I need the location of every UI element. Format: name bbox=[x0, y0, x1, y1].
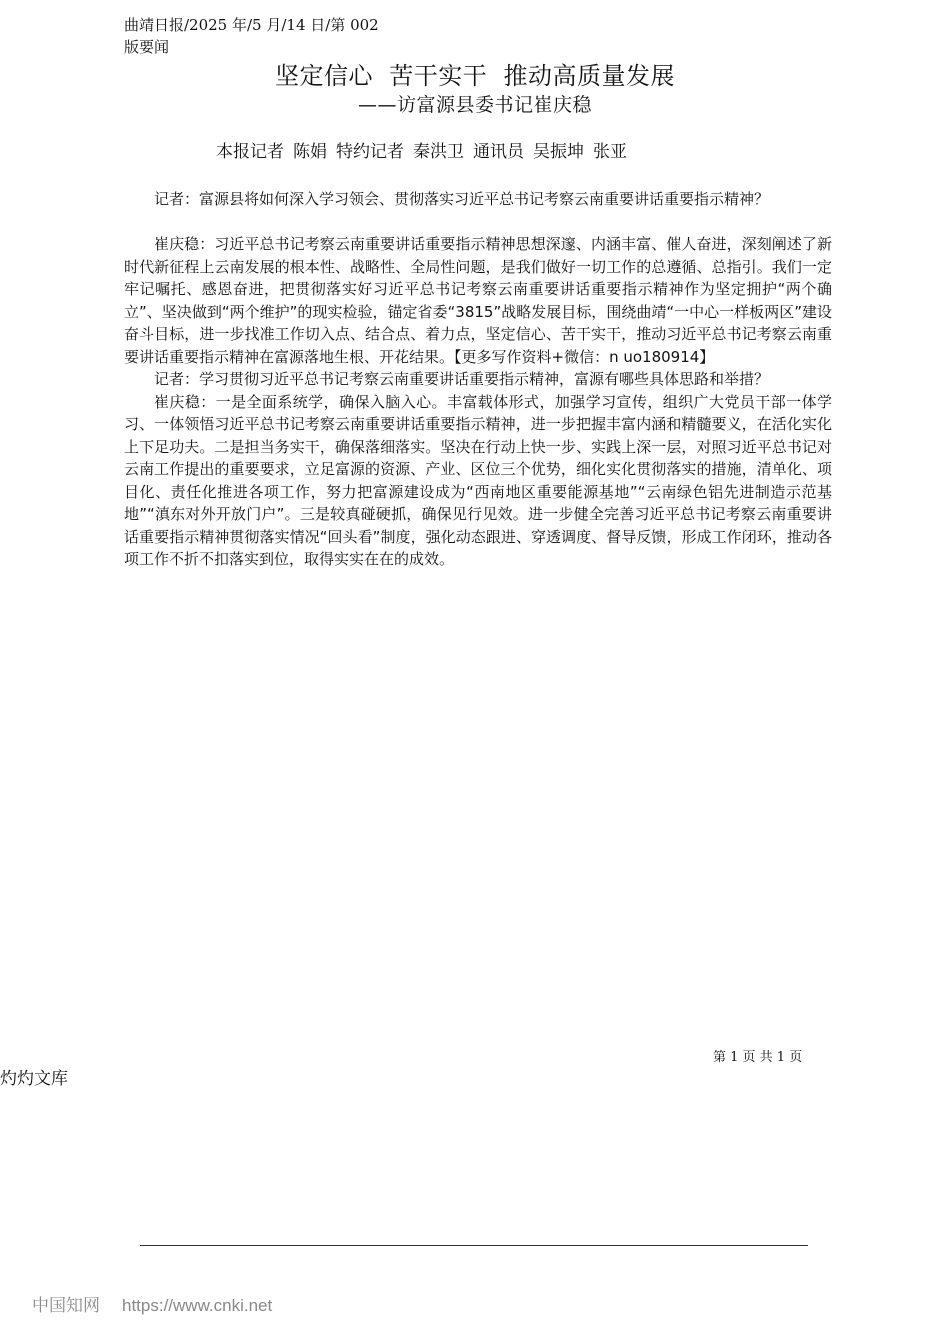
byline-name: 秦洪卫 bbox=[413, 142, 464, 162]
byline-name: 陈娟 bbox=[293, 142, 327, 162]
byline-role-special-reporter: 特约记者 bbox=[336, 142, 404, 162]
paragraph-answer: 崔庆稳：一是全面系统学，确保入脑入心。丰富载体形式，加强学习宣传，组织广大党员干部一体学习、一体领悟习近平总书记考察云南重要讲话重要指示精神，进一步把握丰富内涵和精髓要义，在活化实化上下足功夫。二是担当务实干，确保落细落实。坚决在行动上快一步、实践上深一层，对照习近平总书记对云南工作提出的重要要求，立足富源的资源、产业、区位三个优势，细化实化贯彻落实的措施，清单化、项目化、责任化推进各项工作，努力把富源建设成为“西南地区重要能源基地”“云南绿色铝先进制造示范基地”“滇东对外开放门户”。三是较真碰硬抓，确保见行见效。进一步健全完善习近平总书记考察云南重要讲话重要指示精神贯彻落实情况“回头看”制度，强化动态跟进、穿透调度、督导反馈，形成工作闭环，推动各项工作不折不扣落实到位，取得实实在在的成效。 bbox=[124, 392, 832, 568]
source-line-1: 曲靖日报/2025 年/5 月/14 日/第 002 bbox=[124, 16, 379, 34]
footer-divider bbox=[140, 1245, 808, 1246]
article-body bbox=[124, 188, 832, 571]
byline bbox=[216, 139, 636, 165]
article-title: 坚定信心 苦干实干 推动高质量发展 bbox=[274, 62, 675, 90]
byline-name: 张亚 bbox=[593, 142, 627, 162]
footer-brand: 中国知网 bbox=[32, 1296, 100, 1316]
page-number: 第 1 页 共 1 页 bbox=[713, 1050, 803, 1065]
source-line-2: 版要闻 bbox=[124, 38, 170, 56]
paragraph-answer: 崔庆稳：习近平总书记考察云南重要讲话重要指示精神思想深邃、内涵丰富、催人奋进，深刻阐述了新时代新征程上云南发展的根本性、战略性、全局性问题，是我们做好一切工作的总遵循、总指引。我们一定牢记嘱托、感恩奋进，把贯彻落实好习近平总书记考察云南重要讲话重要指示精神作为坚定拥护“两个确立”、坚决做到“两个维护”的现实检验，锚定省委“3815”战略发展目标，围绕曲靖“一中心一样板两区”建设奋斗目标，进一步找准工作切入点、结合点、着力点，坚定信心、苦干实干，推动习近平总书记考察云南重要讲话重要指示精神在富源落地生根、开花结果。【更多写作资料+微信：n uo180914】 bbox=[124, 235, 832, 366]
library-watermark: 灼灼文库 bbox=[0, 1069, 68, 1089]
source-info bbox=[124, 14, 414, 58]
paragraph-question: 记者：学习贯彻习近平总书记考察云南重要讲话重要指示精神，富源有哪些具体思路和举措？ bbox=[154, 370, 770, 388]
byline-role-reporter: 本报记者 bbox=[216, 142, 284, 162]
byline-role-correspondent: 通讯员 bbox=[473, 142, 524, 162]
footer bbox=[32, 1294, 272, 1318]
article-subtitle: ——访富源县委书记崔庆稳 bbox=[357, 94, 592, 116]
footer-url[interactable]: https://www.cnki.net bbox=[122, 1296, 273, 1315]
paragraph-question: 记者：富源县将如何深入学习领会、贯彻落实习近平总书记考察云南重要讲话重要指示精神？ bbox=[154, 190, 770, 208]
byline-name: 吴振坤 bbox=[533, 142, 584, 162]
